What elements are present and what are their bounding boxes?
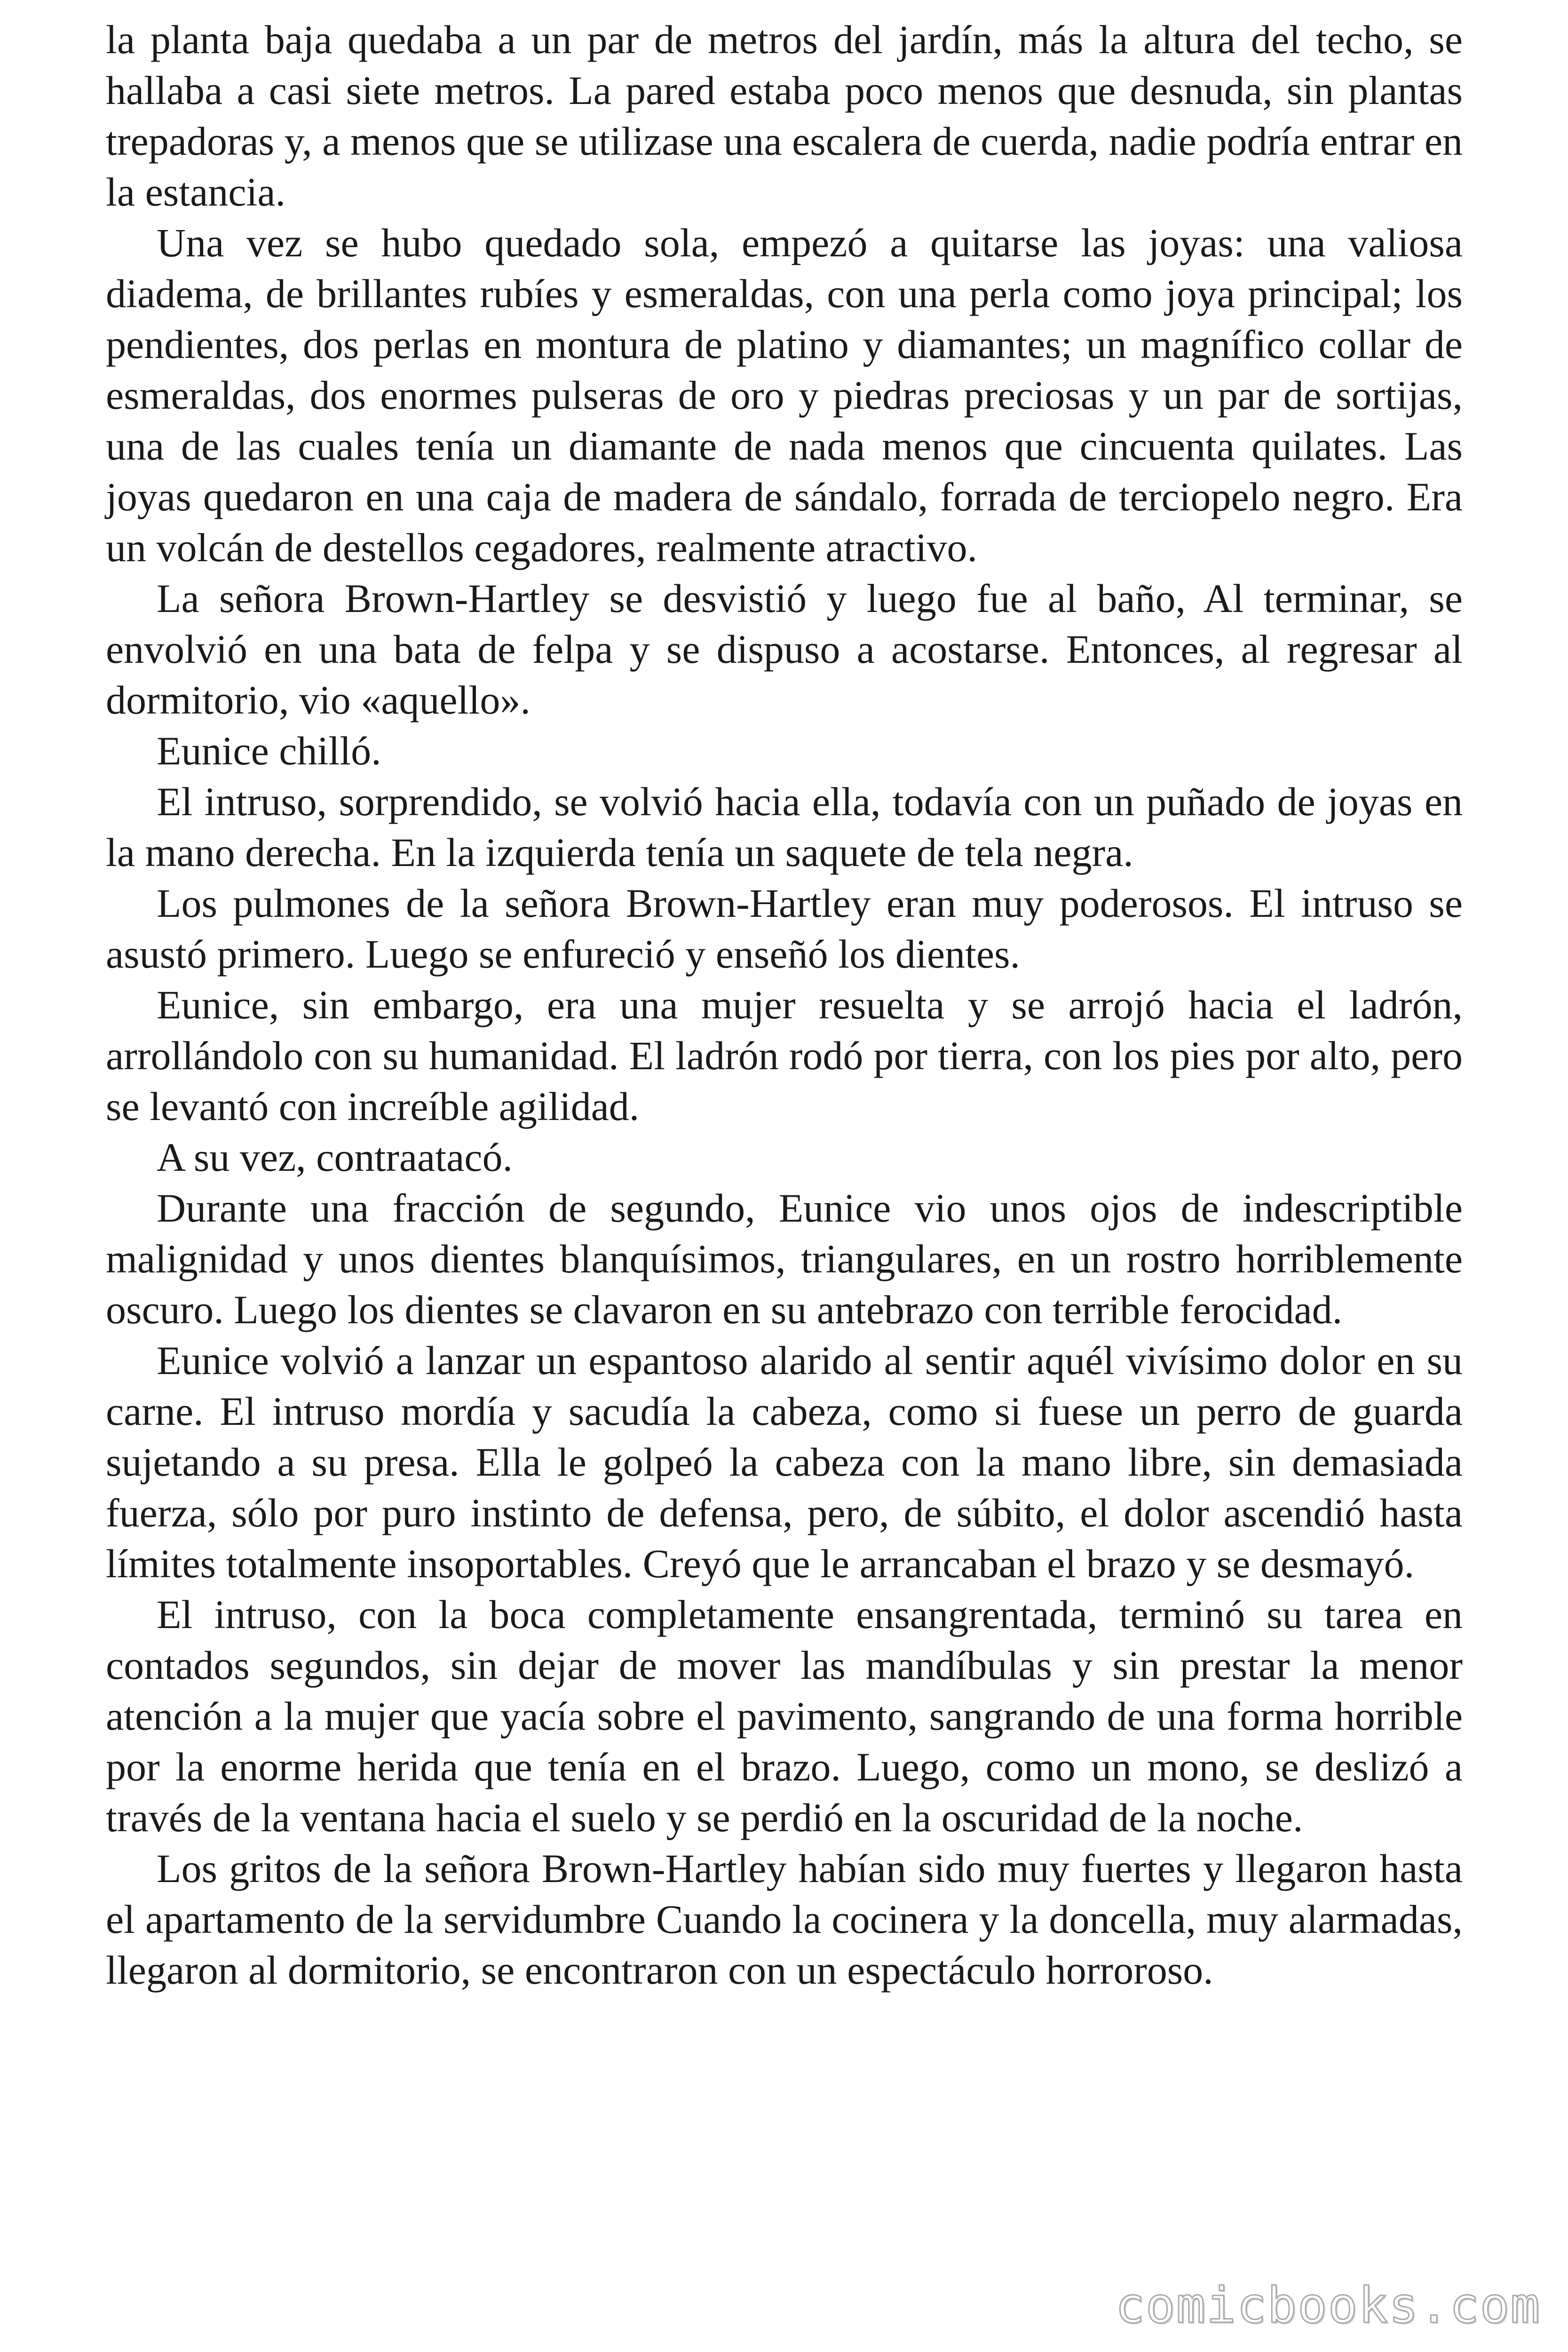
paragraph-12: Los gritos de la señora Brown-Hartley habían sido muy fuertes y llegaron hasta el apartamento de la servidumbre Cuando la cocinera y la doncella, muy alarmadas, llegaron al dormitorio, se encontraron con un espectáculo horroroso. — [106, 1846, 1463, 1993]
paragraph-2: Una vez se hubo quedado sola, empezó a quitarse las joyas: una valiosa diadema, de brillantes rubíes y esmeraldas, con una perla como joya principal; los pendientes, dos perlas en montura de platino y diamantes; un magnífico collar de esmeraldas, dos enormes pulseras de oro y piedras preciosas y un par de sortijas, una de las cuales tenía un diamante de nada menos que cincuenta quilates. Las joyas quedaron en una caja de madera de sándalo, forrada de terciopelo negro. Era un volcán de destellos cegadores, realmente atractivo. — [106, 220, 1463, 570]
paragraph-3: La señora Brown-Hartley se desvistió y luego fue al baño, Al terminar, se envolvió en una bata de felpa y se dispuso a acostarse. Entonces, al regresar al dormitorio, vio «aquello». — [106, 576, 1463, 723]
paragraph-11: El intruso, con la boca completamente ensangrentada, terminó su tarea en contados segundos, sin dejar de mover las mandíbulas y sin prestar la menor atención a la mujer que yacía sobre el pavimento, sangrando de una forma horrible por la enorme herida que tenía en el brazo. Luego, como un mono, se deslizó a través de la ventana hacia el suelo y se perdió en la oscuridad de la noche. — [106, 1592, 1463, 1840]
paragraph-6: Los pulmones de la señora Brown-Hartley eran muy poderosos. El intruso se asustó primero. Luego se enfureció y enseñó los dientes. — [106, 881, 1463, 977]
watermark-logo: comicbooks.com — [1115, 2277, 1541, 2334]
page-body-text — [106, 14, 1463, 1995]
paragraph-8: A su vez, contraatacó. — [157, 1135, 513, 1180]
paragraph-10: Eunice volvió a lanzar un espantoso alarido al sentir aquél vivísimo dolor en su carne. El intruso mordía y sacudía la cabeza, como si fuese un perro de guarda sujetando a su presa. Ella le golpeó la cabeza con la mano libre, sin demasiada fuerza, sólo por puro instinto de defensa, pero, de súbito, el dolor ascendió hasta límites totalmente insoportables. Creyó que le arrancaban el brazo y se desmayó. — [106, 1338, 1463, 1586]
paragraph-4: Eunice chilló. — [157, 728, 381, 773]
paragraph-7: Eunice, sin embargo, era una mujer resuelta y se arrojó hacia el ladrón, arrollándolo con su humanidad. El ladrón rodó por tierra, con los pies por alto, pero se levantó con increíble agilidad. — [106, 982, 1463, 1129]
paragraph-1: la planta baja quedaba a un par de metros del jardín, más la altura del techo, se hallaba a casi siete metros. La pared estaba poco menos que desnuda, sin plantas trepadoras y, a menos que se utilizase una escalera de cuerda, nadie podría entrar en la estancia. — [106, 17, 1463, 215]
paragraph-9: Durante una fracción de segundo, Eunice vio unos ojos de indescriptible malignidad y unos dientes blanquísimos, triangulares, en un rostro horriblemente oscuro. Luego los dientes se clavaron en su antebrazo con terrible ferocidad. — [106, 1185, 1463, 1332]
paragraph-5: El intruso, sorprendido, se volvió hacia ella, todavía con un puñado de joyas en la mano derecha. En la izquierda tenía un saquete de tela negra. — [106, 779, 1463, 875]
